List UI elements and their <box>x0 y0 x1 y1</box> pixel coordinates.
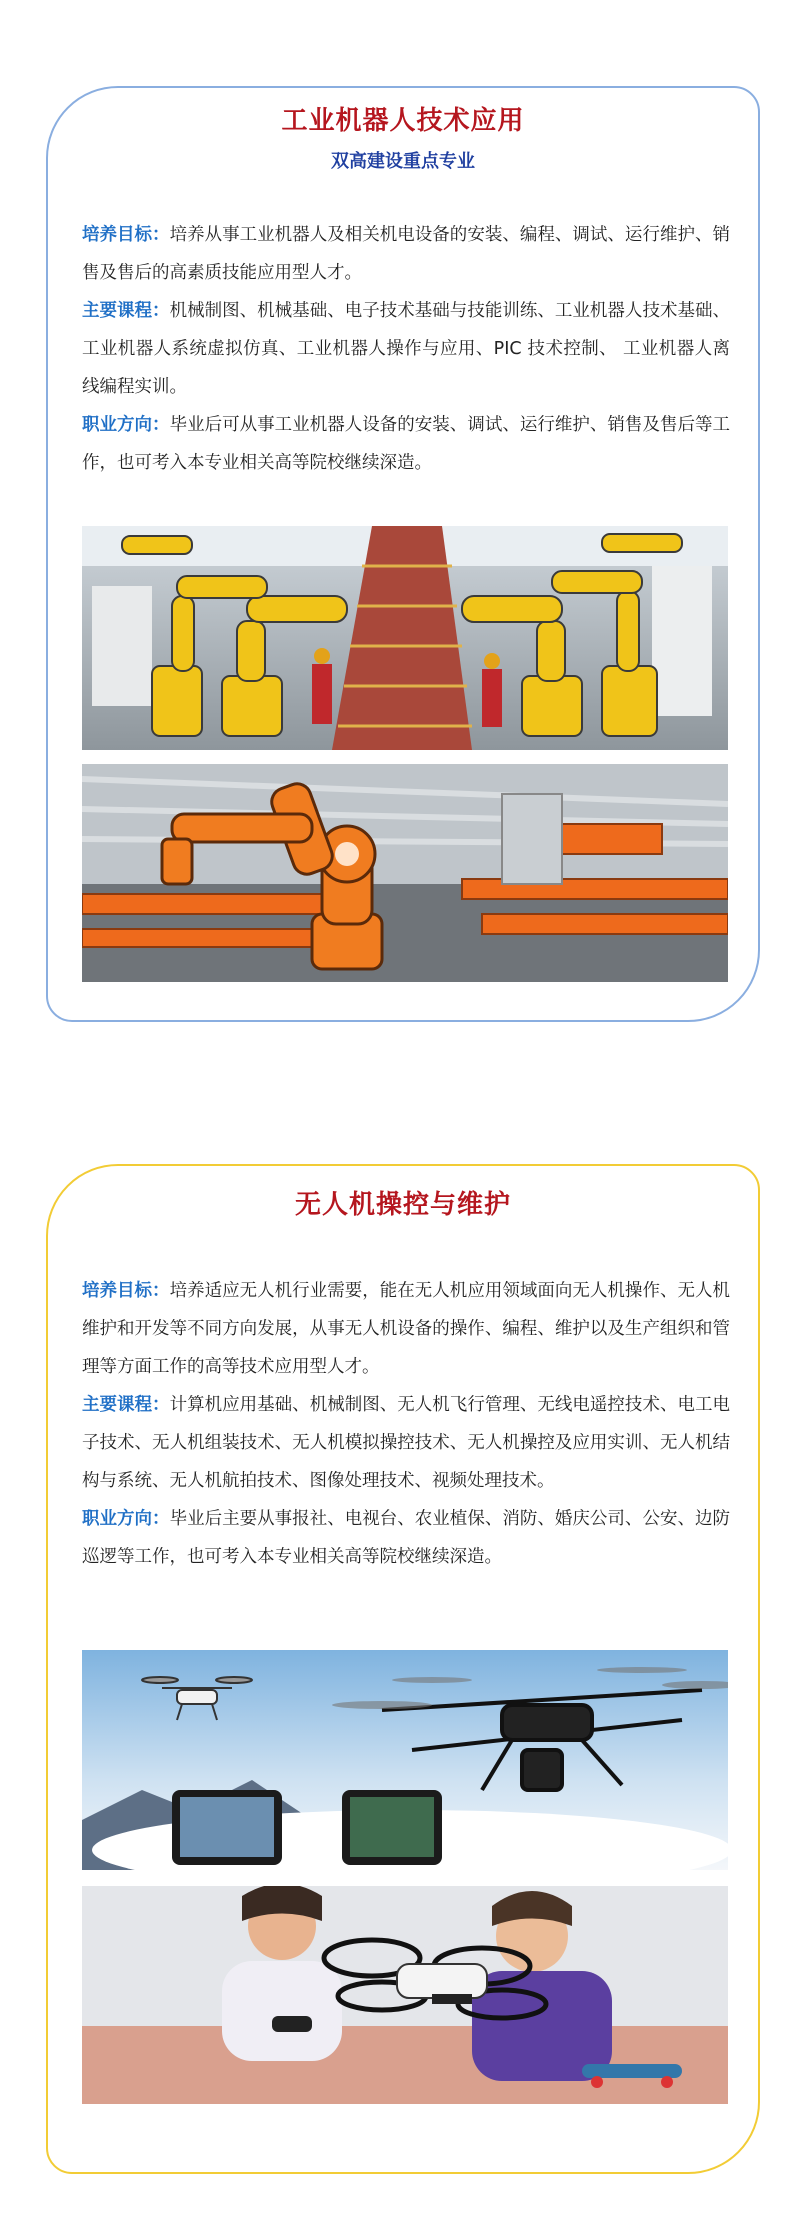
section-body <box>82 216 730 482</box>
text-goal: 培养适应无人机行业需要，能在无人机应用领域面向无人机操作、无人机维护和开发等不同方向发展，从事无人机设备的操作、编程、维护以及生产组织和管理等方面工作的高等技术应用型人才。 <box>82 1281 731 1377</box>
text-courses: 计算机应用基础、机械制图、无人机飞行管理、无线电遥控技术、电工电子技术、无人机组装技术、无人机模拟操控技术、无人机操控及应用实训、无人机结构与系统、无人机航拍技术、图像处理技术、视频处理技术。 <box>82 1395 731 1491</box>
section-body <box>82 1272 730 1576</box>
paragraph-career <box>82 1500 730 1576</box>
section-card-drone <box>46 1164 760 2174</box>
label-goal: 培养目标： <box>82 225 170 245</box>
paragraph-career <box>82 406 730 482</box>
paragraph-courses <box>82 292 730 406</box>
paragraph-goal <box>82 1272 730 1386</box>
kids-flying-mini-drone-photo <box>82 1886 728 2104</box>
section-card-industrial-robot <box>46 86 760 1022</box>
text-goal: 培养从事工业机器人及相关机电设备的安装、编程、调试、运行维护、销售及售后的高素质技能应用型人才。 <box>82 225 731 283</box>
label-career: 职业方向： <box>82 1509 170 1529</box>
industrial-robot-assembly-line-photo <box>82 526 728 750</box>
text-career: 毕业后可从事工业机器人设备的安装、调试、运行维护、销售及售后等工作，也可考入本专业相关高等院校继续深造。 <box>82 415 731 473</box>
text-career: 毕业后主要从事报社、电视台、农业植保、消防、婚庆公司、公安、边防巡逻等工作，也可考入本专业相关高等院校继续深造。 <box>82 1509 731 1567</box>
section-title: 无人机操控与维护 <box>294 1190 511 1220</box>
paragraph-goal <box>82 216 730 292</box>
paragraph-courses <box>82 1386 730 1500</box>
label-goal: 培养目标： <box>82 1281 170 1301</box>
section-subtitle: 双高建设重点专业 <box>331 151 475 172</box>
text-courses: 机械制图、机械基础、电子技术基础与技能训练、工业机器人技术基础、工业机器人系统虚拟仿真、工业机器人操作与应用、PIC 技术控制、 工业机器人离线编程实训。 <box>82 301 731 397</box>
label-career: 职业方向： <box>82 415 170 435</box>
label-courses: 主要课程： <box>82 1395 170 1415</box>
drones-and-tablets-sky-photo <box>82 1650 728 1870</box>
label-courses: 主要课程： <box>82 301 170 321</box>
section-title: 工业机器人技术应用 <box>281 106 525 136</box>
orange-robot-arm-factory-photo <box>82 764 728 982</box>
